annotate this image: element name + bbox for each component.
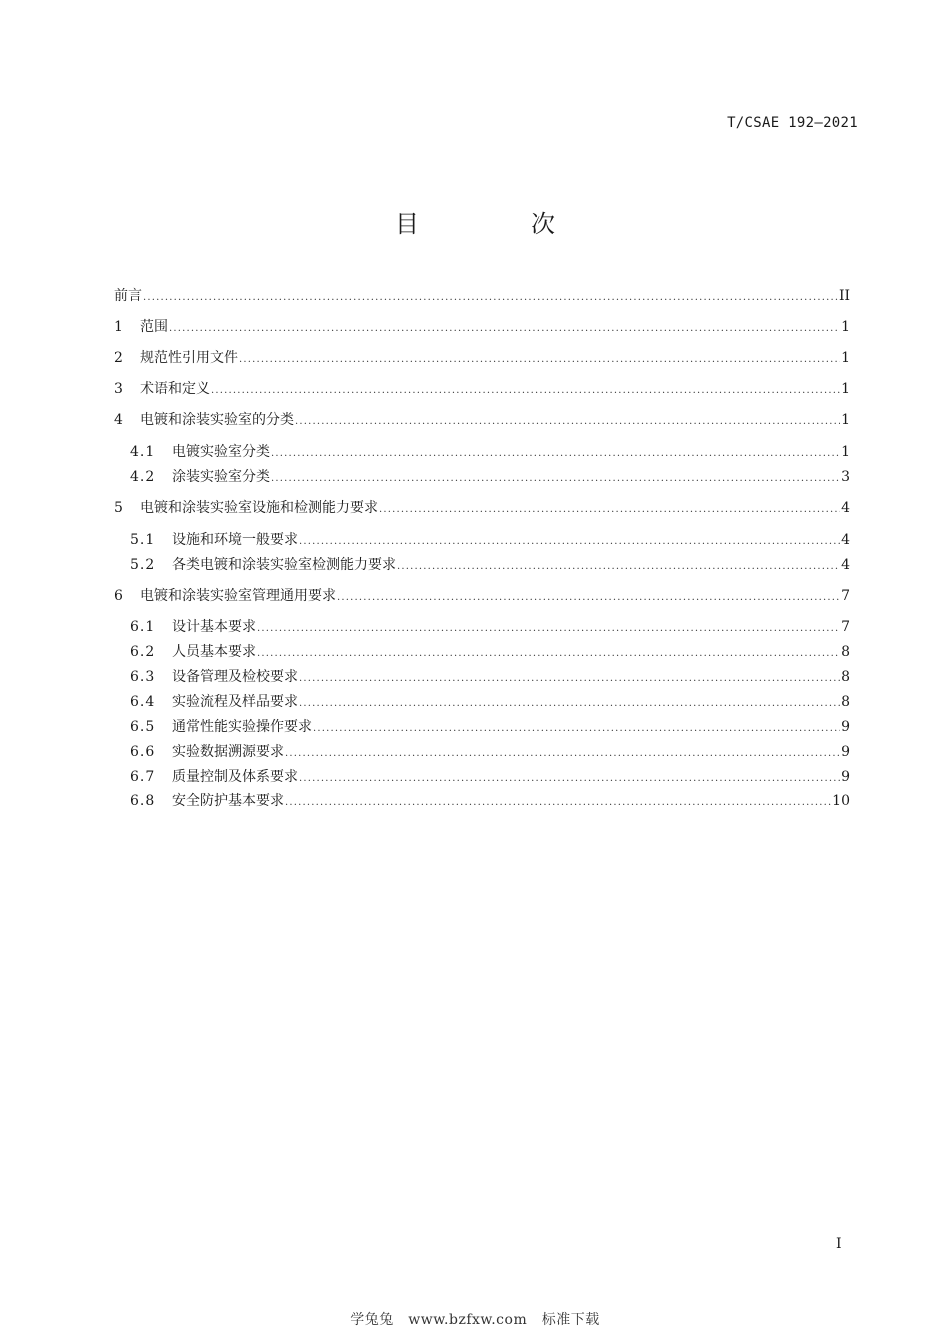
toc-entry-page: 7: [841, 619, 850, 635]
toc-leader-dots: [379, 498, 840, 522]
toc-entry-label: 范围: [140, 319, 168, 335]
toc-entry-label: 规范性引用文件: [140, 350, 238, 366]
toc-entry[interactable]: [130, 715, 850, 739]
toc-entry-number: 6.1: [130, 619, 156, 635]
toc-entry-label: 安全防护基本要求: [172, 793, 284, 809]
toc-entry[interactable]: [130, 740, 850, 764]
toc-entry-label: 涂装实验室分类: [172, 469, 270, 485]
toc-leader-dots: [397, 555, 840, 579]
toc-entry-number: 6.7: [130, 769, 156, 785]
toc-entry-label: 电镀和涂装实验室设施和检测能力要求: [140, 500, 378, 516]
toc-entry-number: 4.2: [130, 469, 156, 485]
toc-entry-number: 1: [114, 319, 123, 335]
toc-entry-label: 设施和环境一般要求: [172, 532, 298, 548]
toc-entry[interactable]: [130, 665, 850, 689]
toc-title: 目 次: [395, 210, 599, 238]
toc-entry-page: 7: [841, 588, 850, 604]
toc-entry-number: 6.8: [130, 793, 156, 809]
toc-entry[interactable]: [130, 528, 850, 552]
toc-entry-number: 2: [114, 350, 123, 366]
toc-entry[interactable]: [130, 553, 850, 577]
toc-entry-page: 9: [841, 719, 850, 735]
toc-entry-number: 4: [114, 412, 123, 428]
toc-entry-label: 质量控制及体系要求: [172, 769, 298, 785]
toc-entry[interactable]: [114, 284, 850, 308]
toc-entry-label: 电镀和涂装实验室的分类: [140, 412, 294, 428]
toc-leader-dots: [337, 586, 840, 610]
toc-entry-label: 通常性能实验操作要求: [172, 719, 312, 735]
toc-leader-dots: [299, 767, 840, 791]
toc-leader-dots: [299, 530, 840, 554]
toc-entry-number: 6: [114, 588, 123, 604]
toc-leader-dots: [271, 467, 840, 491]
toc-entry-label: 设备管理及检校要求: [172, 669, 298, 685]
toc-leader-dots: [257, 617, 840, 641]
toc-entry-label: 电镀实验室分类: [172, 444, 270, 460]
toc-leader-dots: [299, 692, 840, 716]
toc-entry-label: 实验数据溯源要求: [172, 744, 284, 760]
toc-entry[interactable]: [114, 346, 850, 370]
toc-entry-page: 4: [841, 500, 850, 516]
toc-entry[interactable]: [130, 690, 850, 714]
toc-entry-number: 6.6: [130, 744, 156, 760]
toc-leader-dots: [169, 317, 840, 341]
toc-entry-label: 前言: [114, 288, 142, 304]
toc-entry-number: 4.1: [130, 444, 156, 460]
toc-leader-dots: [211, 379, 840, 403]
toc-entry-page: 9: [841, 744, 850, 760]
toc-entry-number: 5.2: [130, 557, 156, 573]
toc-entry-number: 5: [114, 500, 123, 516]
toc-entry[interactable]: [130, 615, 850, 639]
toc-entry[interactable]: [130, 765, 850, 789]
toc-entry[interactable]: [114, 408, 850, 432]
toc-entry-page: 9: [841, 769, 850, 785]
toc-leader-dots: [257, 642, 840, 666]
toc-entry-page: 8: [841, 644, 850, 660]
toc-entry-page: 1: [841, 444, 850, 460]
document-code: T/CSAE 192—2021: [727, 115, 858, 131]
toc-entry[interactable]: [114, 315, 850, 339]
toc-entry-page: 4: [841, 557, 850, 573]
toc-entry-page: 10: [832, 793, 850, 809]
toc-entry[interactable]: [114, 377, 850, 401]
toc-entry-page: 8: [841, 669, 850, 685]
toc-entry-label: 电镀和涂装实验室管理通用要求: [140, 588, 336, 604]
toc-entry[interactable]: [114, 584, 850, 608]
toc-entry-label: 术语和定义: [140, 381, 210, 397]
toc-leader-dots: [271, 442, 840, 466]
toc-entry-page: 3: [841, 469, 850, 485]
toc-leader-dots: [285, 791, 831, 815]
toc-entry-number: 3: [114, 381, 123, 397]
toc-entry-page: 1: [841, 319, 850, 335]
toc-entry-label: 各类电镀和涂装实验室检测能力要求: [172, 557, 396, 573]
toc-entry-page: 1: [841, 381, 850, 397]
toc-entry-label: 设计基本要求: [172, 619, 256, 635]
toc-entry[interactable]: [130, 465, 850, 489]
toc-entry-number: 6.2: [130, 644, 156, 660]
toc-entry[interactable]: [130, 789, 850, 813]
footer-watermark: 学兔兔 www.bzfxw.com 标准下载: [350, 1312, 600, 1328]
toc-entry-number: 6.3: [130, 669, 156, 685]
toc-leader-dots: [313, 717, 840, 741]
toc-entry-number: 5.1: [130, 532, 156, 548]
toc-leader-dots: [285, 742, 840, 766]
toc-entry-page: II: [838, 288, 850, 304]
toc-entry[interactable]: [114, 496, 850, 520]
toc-leader-dots: [299, 667, 840, 691]
toc-leader-dots: [239, 348, 840, 372]
toc-entry-page: 1: [841, 350, 850, 366]
toc-entry-page: 4: [841, 532, 850, 548]
toc-entry-page: 8: [841, 694, 850, 710]
toc-leader-dots: [295, 410, 840, 434]
toc-entry-number: 6.5: [130, 719, 156, 735]
toc-entry-label: 实验流程及样品要求: [172, 694, 298, 710]
page-number: I: [836, 1236, 842, 1252]
toc-leader-dots: [143, 286, 838, 310]
toc-entry[interactable]: [130, 640, 850, 664]
toc-entry-number: 6.4: [130, 694, 156, 710]
toc-entry-page: 1: [841, 412, 850, 428]
toc-entry-label: 人员基本要求: [172, 644, 256, 660]
toc-entry[interactable]: [130, 440, 850, 464]
